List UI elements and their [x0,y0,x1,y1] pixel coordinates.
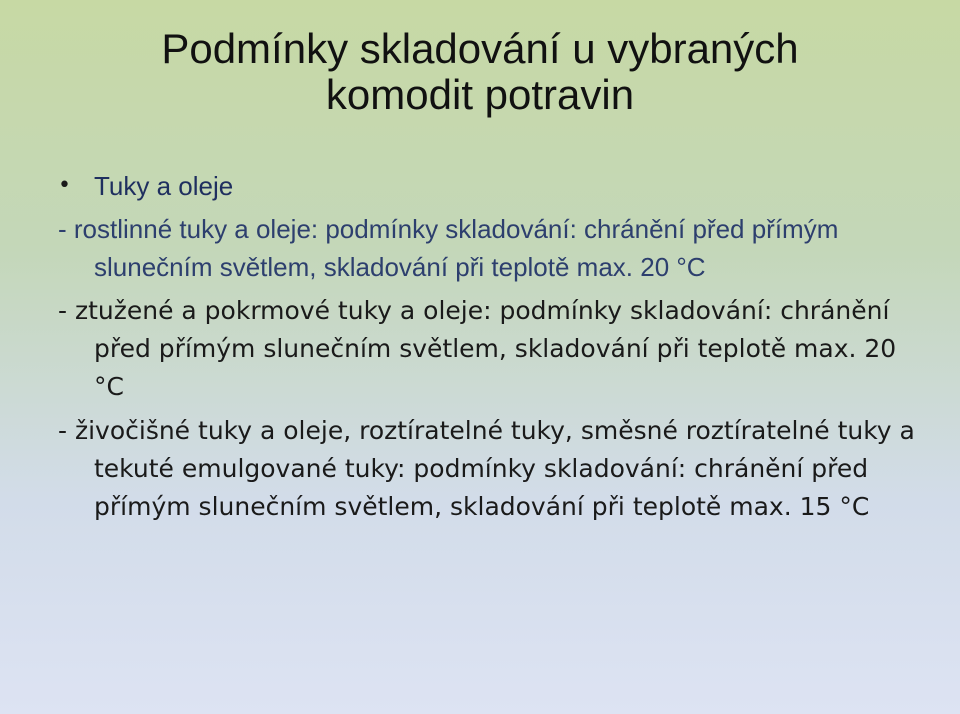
storage-item-animal-fats: - živočišné tuky a oleje, roztíratelné tuky, směsné roztíratelné tuky a tekuté emulgované tuky: podmínky skladování: chránění před přímým slunečním světlem, skladování při teplotě max. 15 °C [58,416,915,521]
storage-item-vegetable-fats: - rostlinné tuky a oleje: podmínky skladování: chránění před přímým slunečním světlem, skladování při teplotě max. 20 °C [58,214,839,282]
bullet-icon: • [58,173,71,198]
bullet-heading [58,166,928,206]
slide-content [58,166,928,532]
storage-item-hardened-fats: - ztužené a pokrmové tuky a oleje: podmínky skladování: chránění před přímým slunečním světlem, skladování při teplotě max. 20 °C [58,296,897,401]
slide-title-line-1: Podmínky skladování u vybraných [161,25,799,72]
slide-title [60,26,900,118]
slide-title-line-2: komodit potravin [325,71,635,118]
bullet-heading-label: Tuky a oleje [94,171,234,201]
